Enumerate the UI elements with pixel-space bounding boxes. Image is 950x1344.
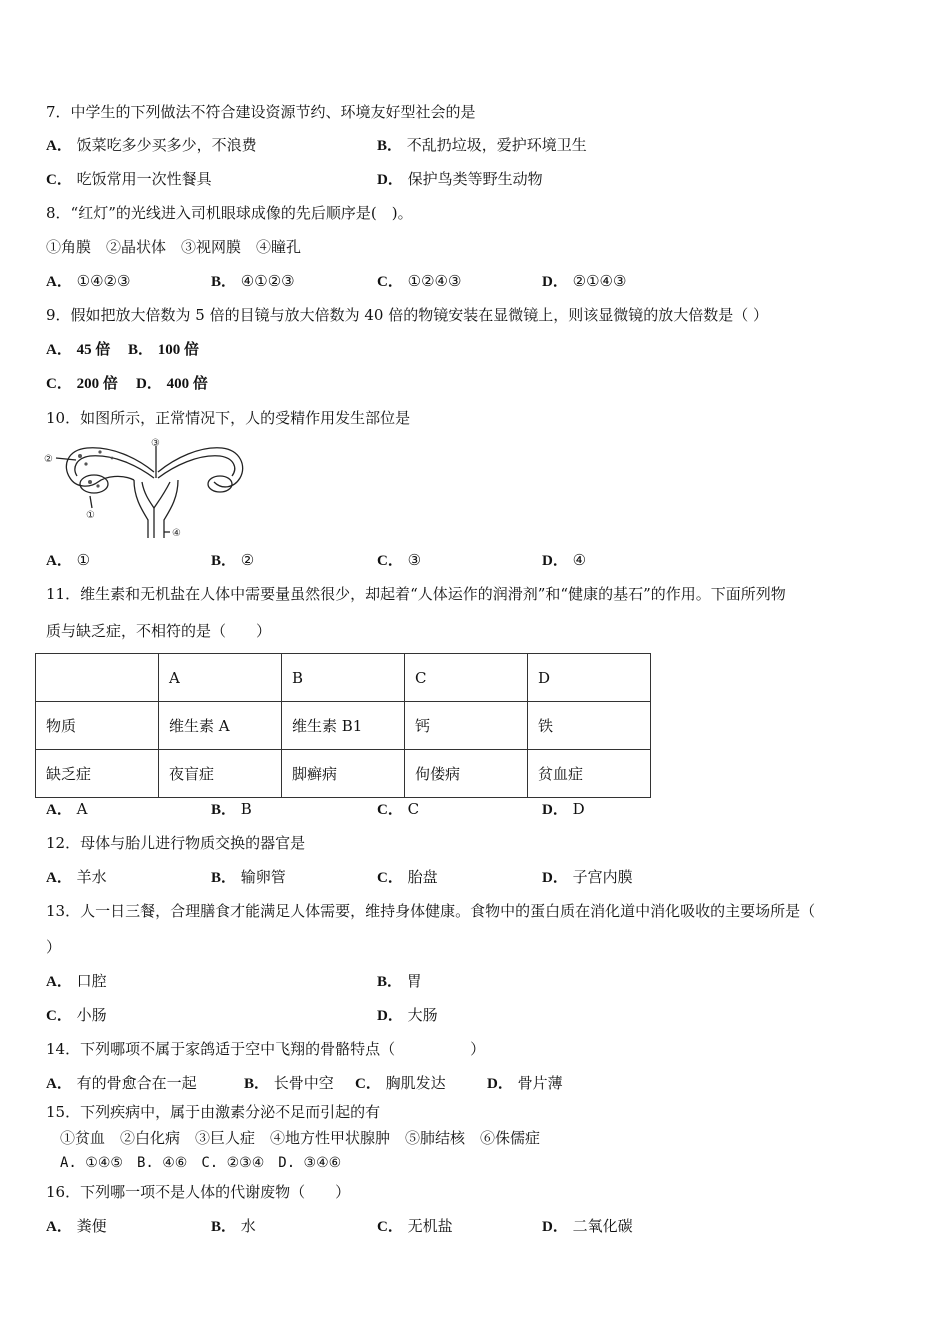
table-row — [36, 750, 651, 798]
q8-stem: 8．“红灯”的光线进入司机眼球成像的先后顺序是( )。 — [46, 204, 413, 222]
q9-option-d: D． 400 倍 — [136, 376, 208, 392]
q16-option-a: A． 粪便 — [46, 1217, 107, 1235]
table-cell: 物质 — [36, 702, 159, 750]
q11-option-a: A． A — [46, 800, 88, 818]
table-cell — [36, 654, 159, 702]
q11-stem-line2: 质与缺乏症，不相符的是（ ） — [46, 622, 272, 640]
q15-stem: 15．下列疾病中，属于由激素分泌不足而引起的有 — [46, 1103, 381, 1121]
q10-option-a: A． ① — [46, 551, 91, 569]
q9-stem: 9．假如把放大倍数为 5 倍的目镜与放大倍数为 40 倍的物镜安装在显微镜上，则该显微镜的放大倍数是（ ） — [46, 306, 769, 324]
q7-option-d: D． 保护鸟类等野生动物 — [377, 170, 543, 188]
q16-option-b: B． 水 — [211, 1217, 256, 1235]
q7-option-c: C． 吃饭常用一次性餐具 — [46, 170, 212, 188]
table-cell: D — [528, 654, 651, 702]
q13-option-d: D． 大肠 — [377, 1006, 438, 1024]
table-row — [36, 654, 651, 702]
q13-option-b: B． 胃 — [377, 972, 422, 990]
q7-option-b: B． 不乱扔垃圾，爱护环境卫生 — [377, 136, 587, 154]
q14-option-d: D． 骨片薄 — [487, 1074, 563, 1092]
table-cell: 缺乏症 — [36, 750, 159, 798]
q12-option-b: B． 输卵管 — [211, 868, 286, 886]
fig-label-2: ② — [44, 454, 53, 465]
q8-option-d: D． ②①④③ — [542, 272, 627, 290]
q11-option-c: C． C — [377, 800, 420, 818]
table-cell: 维生素 B1 — [282, 702, 405, 750]
q8-items: ①角膜 ②晶状体 ③视网膜 ④瞳孔 — [46, 238, 302, 256]
table-cell: 铁 — [528, 702, 651, 750]
q9-option-b: B． 100 倍 — [128, 342, 200, 358]
q7-stem: 7．中学生的下列做法不符合建设资源节约、环境友好型社会的是 — [46, 103, 476, 121]
q12-option-c: C． 胎盘 — [377, 868, 438, 886]
q7-option-a: A． 饭菜吃多少买多少，不浪费 — [46, 136, 257, 154]
q14-option-b: B． 长骨中空 — [244, 1074, 334, 1092]
table-cell: 夜盲症 — [159, 750, 282, 798]
q14-option-c: C． 胸肌发达 — [355, 1074, 446, 1092]
table-cell: A — [159, 654, 282, 702]
q13-option-a: A． 口腔 — [46, 972, 107, 990]
q11-option-b: B． B — [211, 800, 252, 818]
q12-stem: 12．母体与胎儿进行物质交换的器官是 — [46, 834, 306, 852]
q14-option-a: A． 有的骨愈合在一起 — [46, 1074, 197, 1092]
table-cell: C — [405, 654, 528, 702]
table-cell: B — [282, 654, 405, 702]
q14-stem: 14．下列哪项不属于家鸽适于空中飞翔的骨骼特点（ ） — [46, 1040, 486, 1058]
fig-label-3: ③ — [151, 438, 160, 449]
q9-option-a: A． 45 倍 — [46, 342, 111, 358]
q15-options: A. ①④⑤ B. ④⑥ C. ②③④ D. ③④⑥ — [60, 1155, 342, 1171]
q11-option-d: D． D — [542, 800, 585, 818]
q10-option-c: C． ③ — [377, 551, 422, 569]
q8-option-a: A． ①④②③ — [46, 272, 131, 290]
fig-label-1: ① — [86, 510, 95, 521]
q16-stem: 16．下列哪一项不是人体的代谢废物（ ） — [46, 1183, 351, 1201]
q10-option-d: D． ④ — [542, 551, 587, 569]
q8-option-c: C． ①②④③ — [377, 272, 462, 290]
table-cell: 佝偻病 — [405, 750, 528, 798]
q13-stem-line1: 13．人一日三餐，合理膳食才能满足人体需要，维持身体健康。食物中的蛋白质在消化道中消化吸收的主要场所是（ — [46, 902, 816, 920]
q16-option-c: C． 无机盐 — [377, 1217, 453, 1235]
fig-label-4: ④ — [172, 528, 181, 539]
q10-stem: 10．如图所示，正常情况下，人的受精作用发生部位是 — [46, 409, 411, 427]
q11-stem-line1: 11．维生素和无机盐在人体中需要量虽然很少，却起着“人体运作的润滑剂”和“健康的基石”的作用。下面所列物 — [46, 585, 786, 603]
q9-option-c: C． 200 倍 — [46, 376, 118, 392]
table-cell: 贫血症 — [528, 750, 651, 798]
table-cell: 维生素 A — [159, 702, 282, 750]
q16-option-d: D． 二氧化碳 — [542, 1217, 633, 1235]
q13-stem-line2: ） — [46, 938, 62, 956]
q10-option-b: B． ② — [211, 551, 255, 569]
q12-option-d: D． 子宫内膜 — [542, 868, 633, 886]
deficiency-table — [35, 653, 651, 798]
table-cell: 脚癣病 — [282, 750, 405, 798]
q13-option-c: C． 小肠 — [46, 1006, 107, 1024]
table-row — [36, 702, 651, 750]
q15-items: ①贫血 ②白化病 ③巨人症 ④地方性甲状腺肿 ⑤肺结核 ⑥侏儒症 — [60, 1129, 541, 1147]
uterus-diagram — [42, 438, 247, 542]
q8-option-b: B． ④①②③ — [211, 272, 295, 290]
table-cell: 钙 — [405, 702, 528, 750]
q12-option-a: A． 羊水 — [46, 868, 107, 886]
